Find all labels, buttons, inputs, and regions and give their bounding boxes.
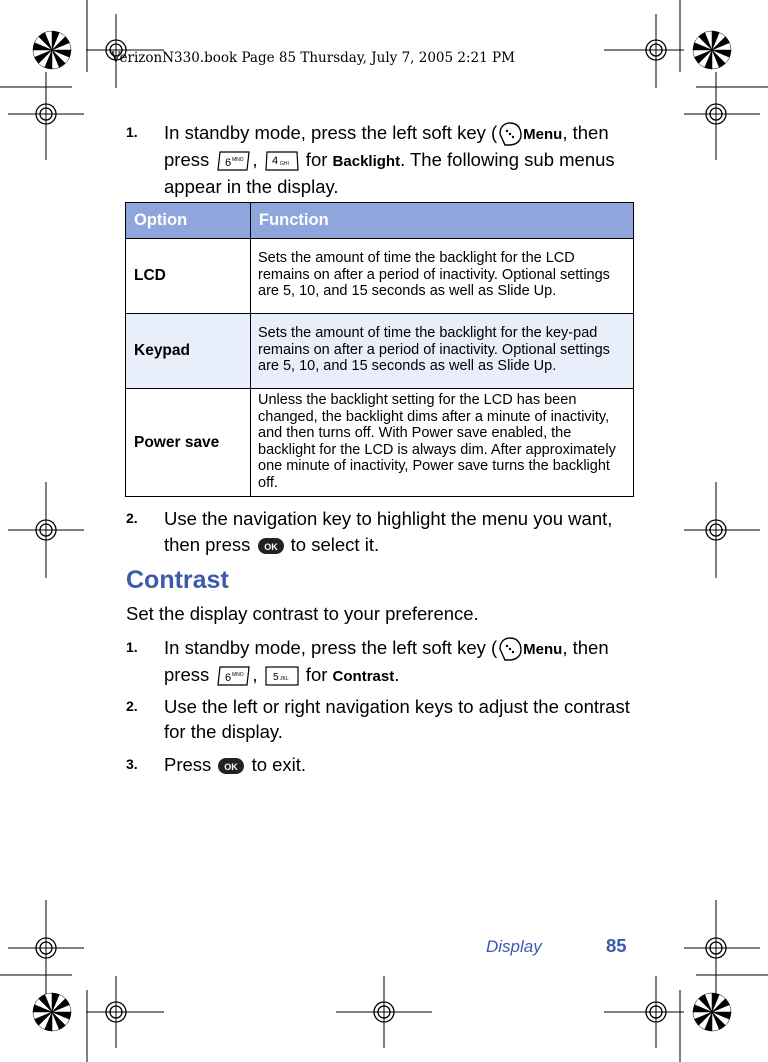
ok-key-icon — [256, 536, 286, 556]
key-digit: 5 — [272, 672, 279, 684]
step-text: In standby mode, press the left soft key ( — [164, 637, 498, 658]
step-text: Use the navigation key to highlight the menu you want, then press — [164, 508, 613, 555]
column-header-option: Option — [126, 203, 251, 239]
step-text: to exit. — [246, 754, 307, 775]
step-number: 1. — [126, 639, 138, 655]
step-text: to select it. — [285, 534, 380, 555]
option-cell: Keypad — [126, 314, 251, 389]
footer-section-name: Display — [486, 937, 542, 956]
key-5-icon — [263, 665, 301, 687]
ok-label: OK — [224, 762, 239, 773]
key-4-icon — [263, 150, 301, 172]
section-title-contrast: Contrast — [126, 566, 229, 594]
step-number: 2. — [126, 510, 138, 526]
option-cell: Power save — [126, 389, 251, 497]
step-text: , then press — [164, 637, 609, 686]
contrast-intro: Set the display contrast to your preference. — [126, 603, 479, 624]
ok-key-icon — [216, 756, 246, 776]
contrast-step-2 — [126, 694, 646, 744]
step-text: Use the left or right navigation keys to adjust the contrast for the display. — [164, 696, 630, 742]
table-row — [126, 239, 634, 314]
function-cell: Sets the amount of time the backlight for the key-pad remains on after a period of inactivity. Optional settings are 5, 10, and 15 seconds as well as Slide Up. — [251, 314, 634, 389]
step-text: In standby mode, press the left soft key ( — [164, 122, 498, 143]
step-text: for — [300, 149, 333, 171]
backlight-step-2 — [126, 506, 646, 558]
table-row — [126, 389, 634, 497]
backlight-step-1 — [126, 120, 646, 199]
key-letters: JKL — [279, 676, 289, 683]
menu-label: Menu — [523, 126, 563, 143]
left-soft-key-icon — [497, 636, 523, 662]
backlight-label: Backlight — [332, 153, 401, 171]
contrast-step-3 — [126, 752, 646, 777]
function-cell: Unless the backlight setting for the LCD has been changed, the backlight dims after a minute of inactivity, and then turns off. With Power save enabled, the backlight for the LCD is always dim. After approximately one minute of inactivity, Power save turns the backlight off. — [251, 389, 634, 497]
key-digit: 6 — [225, 672, 232, 685]
table-header-row — [126, 203, 634, 239]
key-digit: 4 — [271, 155, 278, 168]
contrast-step-1 — [126, 635, 646, 689]
table-row — [126, 314, 634, 389]
page-number: 85 — [606, 935, 627, 956]
step-text: . — [394, 664, 400, 686]
step-text: Press — [164, 754, 217, 775]
step-text: , then press — [164, 122, 609, 171]
step-text: , — [252, 664, 263, 686]
key-6-icon — [214, 665, 252, 687]
left-soft-key-icon — [497, 121, 523, 147]
key-letters: MNO — [232, 672, 245, 679]
backlight-options-table — [125, 202, 634, 497]
step-text: , — [252, 149, 263, 171]
key-digit: 6 — [225, 157, 232, 170]
ok-label: OK — [263, 542, 278, 553]
step-number: 2. — [126, 698, 138, 714]
option-cell: LCD — [126, 239, 251, 314]
column-header-function: Function — [251, 203, 634, 239]
key-letters: MNO — [232, 157, 245, 164]
contrast-label: Contrast — [332, 668, 395, 686]
step-text: for — [300, 664, 333, 686]
key-letters: GHI — [279, 161, 289, 168]
step-number: 3. — [126, 756, 138, 772]
step-text: . The following sub menus appear in the display. — [164, 149, 615, 198]
key-6-icon — [214, 150, 252, 172]
function-cell: Sets the amount of time the backlight for the LCD remains on after a period of inactivity. Optional settings are 5, 10, and 15 seconds as well as Slide Up. — [251, 239, 634, 314]
book-info-header: VerizonN330.book Page 85 Thursday, July 7, 2005 2:21 PM — [111, 50, 515, 66]
step-number: 1. — [126, 124, 138, 140]
menu-label: Menu — [523, 641, 563, 658]
